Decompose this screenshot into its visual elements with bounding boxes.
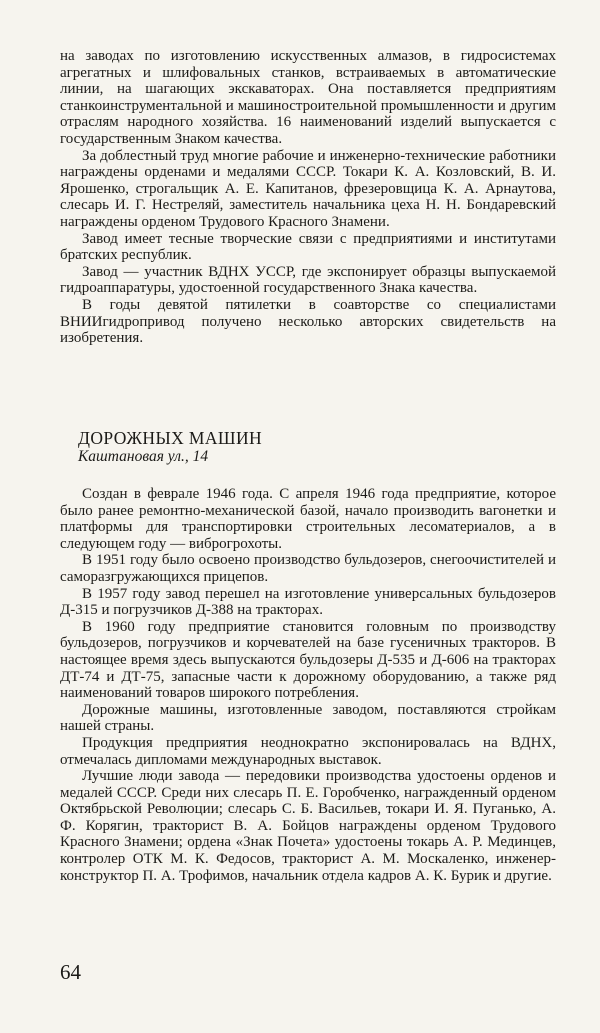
paragraph-relations: Завод имеет тесные творческие связи с предприятиями и институтами братских республик.	[60, 230, 556, 264]
paragraph-best-workers: Лучшие люди завода — передовики производства удостоены орденов и медалей СССР. Среди них слесарь П. Е. Горобченко, награжденный орденом Октябрьской Революции; слесарь С. Б. Васильев, токари И. Я. Пуганько, А. Ф. Корягин, тракторист В. А. Бойцов награждены орденом Трудового Красного Знамени; ордена «Знак Почета» удостоены токарь А. Р. Мединцев, контролер ОТК М. К. Федосов, тракторист А. М. Москаленко, инженер-конструктор П. А. Трофимов, начальник отдела кадров А. К. Бурик и другие.	[60, 768, 556, 884]
paragraph-patents: В годы девятой пятилетки в соавторстве со специалистами ВНИИгидропривод получено несколько авторских свидетельств на изобретения.	[60, 296, 556, 347]
paragraph-vdnh: Завод — участник ВДНХ УССР, где экспонирует образцы выпускаемой гидроаппаратуры, удостоенной государственного Знака качества.	[60, 263, 556, 297]
section-address: Каштановая ул., 14	[78, 448, 209, 465]
paragraph-exhibitions: Продукция предприятия неоднократно экспонировалась на ВДНХ, отмечалась дипломами международных выставок.	[60, 734, 556, 768]
top-text-block	[60, 48, 556, 347]
paragraph-founded: Создан в феврале 1946 года. С апреля 1946 года предприятие, которое было ранее ремонтно-механической базой, начало производить вагонетки и платформы для транспортировки строительных лесоматериалов, а в следующем году — виброгрохоты.	[60, 486, 556, 552]
paragraph-1951: В 1951 году было освоено производство бульдозеров, снегоочистителей и саморазгружающихся прицепов.	[60, 552, 556, 585]
page-number: 64	[60, 960, 81, 984]
paragraph-1957: В 1957 году завод перешел на изготовление универсальных бульдозеров Д-315 и погрузчиков Д-388 на тракторах.	[60, 585, 556, 619]
paragraph-1960: В 1960 году предприятие становится головным по производству бульдозеров, погрузчиков и корчевателей на базе гусеничных тракторов. В настоящее время здесь выпускаются бульдозеры Д-535 и Д-606 на тракторах ДТ-74 и ДТ-75, запасные части к дорожному оборудованию, а также ряд наименований товаров широкого потребления.	[60, 618, 556, 702]
paragraph-continuation: на заводах по изготовлению искусственных алмазов, в гидросистемах агрегатных и шлифовальных станков, встраиваемых в автоматические линии, на шагающих экскаваторах. Она поставляется предприятиям станкоинструментальной и машиностроительной промышленности и другим отраслям народного хозяйства. 16 наименований изделий выпускается с государственным Знаком качества.	[60, 48, 556, 147]
paragraph-supply: Дорожные машины, изготовленные заводом, поставляются стройкам нашей страны.	[60, 701, 556, 735]
section-title: ДОРОЖНЫХ МАШИН	[78, 428, 263, 448]
section-heading	[78, 428, 262, 466]
bottom-text-block	[60, 486, 556, 884]
paragraph-awards: За доблестный труд многие рабочие и инженерно-технические работники награждены орденами и медалями СССР. Токари К. А. Козловский, В. И. Ярошенко, строгальщик А. Е. Капитанов, фрезеровщица К. А. Арнаутова, слесарь И. Г. Нестреляй, заместитель начальника цеха Н. Н. Бондаревский награждены орденом Трудового Красного Знамени.	[60, 147, 556, 230]
